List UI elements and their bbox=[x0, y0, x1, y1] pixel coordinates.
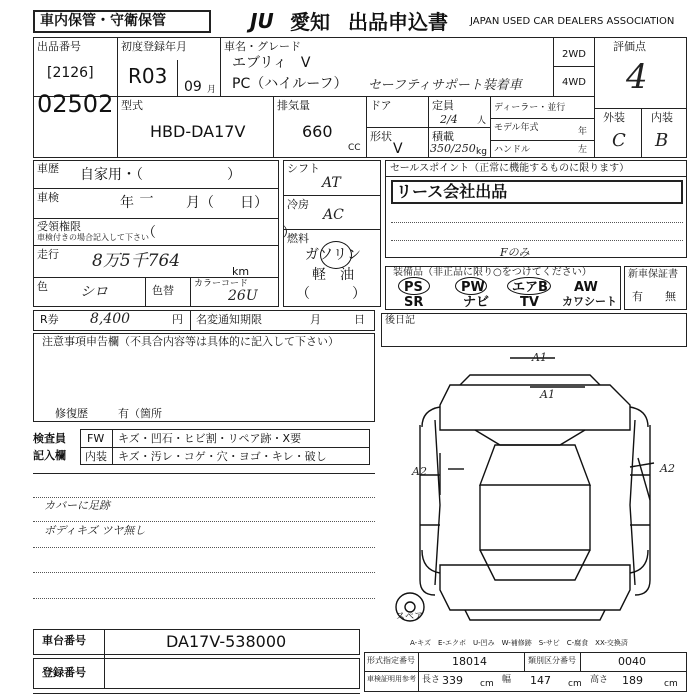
equip-pw: PW bbox=[461, 280, 485, 295]
fw-items: キズ・凹石・ヒビ割・リペア跡・X要 bbox=[118, 432, 302, 445]
vehicle-diagram bbox=[380, 345, 690, 645]
displacement-value: 660 bbox=[302, 122, 333, 141]
interior-items-label: 内装 bbox=[85, 450, 107, 463]
spare-label: スペア bbox=[396, 612, 424, 622]
inspection-year-value: 一 bbox=[138, 191, 152, 207]
equip-ps-circle bbox=[398, 277, 430, 295]
equip-aw: AW bbox=[574, 280, 598, 295]
equipment-label: 装備品（非正品に限り○をつけてください） bbox=[393, 267, 592, 278]
sales-point-label: セールスポイント（正常に機能するものに限ります） bbox=[390, 163, 630, 174]
dealer-label: ディーラー・並行 bbox=[494, 103, 566, 113]
receipt-value: （ ） bbox=[142, 225, 296, 241]
sales-point-note: Fのみ bbox=[500, 246, 530, 259]
repair-label: 修復歴 bbox=[55, 407, 88, 420]
chassis-number: DA17V-538000 bbox=[166, 632, 287, 651]
drive-4wd: 4WD bbox=[562, 77, 586, 88]
fuel-paren: （ ） bbox=[296, 286, 366, 302]
history-value: 自家用・（ ） bbox=[80, 167, 241, 183]
displacement-label: 排気量 bbox=[277, 99, 310, 112]
repair-value: 有（箇所 bbox=[118, 407, 162, 420]
load-unit: kg bbox=[476, 147, 487, 157]
vehicle-name-label: 車名・グレード bbox=[224, 40, 301, 53]
load-label: 積載 bbox=[432, 130, 454, 143]
inspection-day-unit: 日） bbox=[240, 195, 268, 211]
warranty-yes: 有 bbox=[632, 290, 643, 303]
model-year-unit: 年 bbox=[578, 127, 588, 137]
equip-ps: PS bbox=[404, 280, 423, 295]
capacity-unit: 人 bbox=[477, 116, 487, 126]
shift-value: AT bbox=[322, 175, 341, 191]
color-label: 色 bbox=[37, 280, 48, 293]
handwritten-note-1: カバーに足跡 bbox=[44, 499, 110, 512]
height-label: 高さ bbox=[590, 675, 609, 685]
post-note-label: 後日記 bbox=[385, 315, 415, 326]
inspector-label-2: 記入欄 bbox=[33, 449, 66, 462]
inspection-year-unit: 年 bbox=[120, 195, 134, 211]
interior-grade: B bbox=[655, 130, 669, 151]
notes-label: 注意事項申告欄（不具合内容等は具体的に記入して下さい） bbox=[42, 335, 339, 348]
registration-month-unit: 月 bbox=[207, 85, 217, 95]
width-label: 幅 bbox=[502, 675, 512, 685]
mileage-label: 走行 bbox=[37, 248, 59, 261]
chassis-label: 車台番号 bbox=[42, 634, 86, 647]
fuel-gas-circle bbox=[320, 241, 352, 269]
handle-label: ハンドル bbox=[494, 145, 531, 155]
name-change-label: 名変通知期限 bbox=[196, 313, 262, 326]
exterior-grade: C bbox=[612, 130, 626, 151]
grade-score-label: 評価点 bbox=[613, 40, 646, 53]
sales-point-block bbox=[385, 160, 687, 258]
capacity-label: 定員 bbox=[432, 99, 454, 112]
length-value: 339 bbox=[442, 674, 463, 687]
name-change-month: 月 bbox=[310, 313, 321, 326]
type-cert-label: 形式指定番号 bbox=[367, 656, 415, 665]
org-name: 愛知 bbox=[290, 10, 330, 34]
class-label: 類別区分番号 bbox=[528, 656, 576, 665]
equip-leather: カワシート bbox=[562, 295, 617, 308]
receipt-label: 受領権限 bbox=[37, 220, 81, 233]
warranty-no: 無 bbox=[665, 290, 676, 303]
lot-bracket: [2126] bbox=[47, 65, 94, 81]
model-label: 型式 bbox=[121, 99, 143, 112]
diagram-mark-4: A2 bbox=[660, 462, 675, 475]
fuel-gas: ガソリン bbox=[305, 247, 361, 263]
diagram-mark-2: A1 bbox=[540, 388, 555, 401]
type-cert-value: 18014 bbox=[452, 655, 487, 668]
vehicle-option-note: セーフティサポート装着車 bbox=[368, 78, 522, 93]
registration-label: 初度登録年月 bbox=[121, 40, 187, 53]
color-change-label: 色替 bbox=[152, 284, 174, 297]
inspection-label: 車検 bbox=[37, 191, 59, 204]
r-ticket-unit: 円 bbox=[172, 313, 183, 326]
registration-month: 09 bbox=[184, 79, 202, 95]
equip-tv: TV bbox=[520, 295, 539, 310]
ref-label: 車検証明用参考 bbox=[367, 675, 416, 683]
receipt-sub: 車検付きの場合記入して下さい bbox=[37, 233, 149, 242]
mileage-unit: km bbox=[232, 265, 250, 278]
doors-label: ドア bbox=[370, 99, 392, 112]
handle-unit: 左 bbox=[578, 145, 588, 155]
r-ticket-value: 8,400 bbox=[90, 311, 131, 327]
diagram-mark-1: A1 bbox=[532, 351, 547, 364]
equip-airbag-circle bbox=[507, 277, 551, 295]
damage-legend: A-キズ E-エクボ U-凹み W-補修跡 S-サビ C-腐食 XX-交換済 bbox=[410, 639, 628, 647]
interior-label: 内装 bbox=[651, 111, 673, 124]
fw-label: FW bbox=[87, 432, 105, 445]
handwritten-note-2: ボディキズ ツヤ無し bbox=[44, 524, 146, 537]
association-name: JAPAN USED CAR DEALERS ASSOCIATION bbox=[470, 16, 675, 27]
vehicle-grade: PC（ハイルーフ） bbox=[232, 76, 348, 92]
interior-items: キズ・汚レ・コゲ・穴・ヨゴ・キレ・破し bbox=[118, 450, 327, 463]
drive-2wd: 2WD bbox=[562, 49, 586, 60]
ac-label: 冷房 bbox=[287, 198, 309, 211]
color-code: 26U bbox=[228, 288, 258, 304]
fuel-label: 燃料 bbox=[287, 232, 309, 245]
history-label: 車歴 bbox=[37, 162, 59, 175]
post-note-block bbox=[381, 313, 687, 347]
color-value: シロ bbox=[80, 284, 108, 300]
height-value: 189 bbox=[622, 674, 643, 687]
model-value: HBD-DA17V bbox=[150, 122, 246, 141]
diagram-mark-3: A2 bbox=[412, 465, 427, 478]
shift-label: シフト bbox=[287, 162, 320, 175]
class-value: 0040 bbox=[618, 655, 646, 668]
ac-value: AC bbox=[323, 207, 344, 223]
name-change-day: 日 bbox=[354, 313, 365, 326]
equip-pw-circle bbox=[455, 277, 487, 295]
inspector-label-1: 検査員 bbox=[33, 432, 66, 445]
warranty-label: 新車保証書 bbox=[628, 269, 678, 280]
shape-label: 形状 bbox=[370, 130, 392, 143]
load-value: 350/250 bbox=[430, 142, 476, 155]
width-value: 147 bbox=[530, 674, 551, 687]
registration-year: R03 bbox=[128, 64, 168, 88]
storage-note: 車内保管・守衛保管 bbox=[40, 13, 166, 29]
displacement-unit: CC bbox=[348, 143, 361, 153]
model-year-label: モデル年式 bbox=[494, 123, 539, 133]
lot-label: 出品番号 bbox=[37, 40, 81, 53]
fuel-diesel: 軽 油 bbox=[312, 267, 354, 283]
length-unit: cm bbox=[480, 679, 494, 689]
shape-value: V bbox=[393, 141, 403, 157]
equip-navi: ナビ bbox=[463, 295, 490, 310]
height-unit: cm bbox=[664, 679, 678, 689]
vehicle-name: エブリィ V bbox=[232, 55, 311, 71]
form-title: 出品申込書 bbox=[348, 10, 448, 34]
equip-sr: SR bbox=[404, 295, 424, 310]
exterior-label: 外装 bbox=[603, 111, 625, 124]
ju-logo: JU bbox=[250, 9, 274, 33]
r-ticket-label: R券 bbox=[40, 313, 59, 326]
width-unit: cm bbox=[568, 679, 582, 689]
lot-number: 02502 bbox=[37, 90, 114, 118]
capacity-value: 2/4 bbox=[440, 113, 458, 126]
sales-point-text: リース会社出品 bbox=[396, 182, 508, 201]
mileage-value: 8万5千764 bbox=[92, 251, 181, 271]
length-label: 長さ bbox=[422, 675, 441, 685]
inspection-month-unit: 月（ bbox=[186, 195, 214, 211]
equip-airbag: エアB bbox=[512, 280, 548, 295]
color-code-label: カラーコード bbox=[194, 279, 249, 289]
grade-score-value: 4 bbox=[626, 57, 648, 97]
plate-label: 登録番号 bbox=[42, 666, 86, 679]
